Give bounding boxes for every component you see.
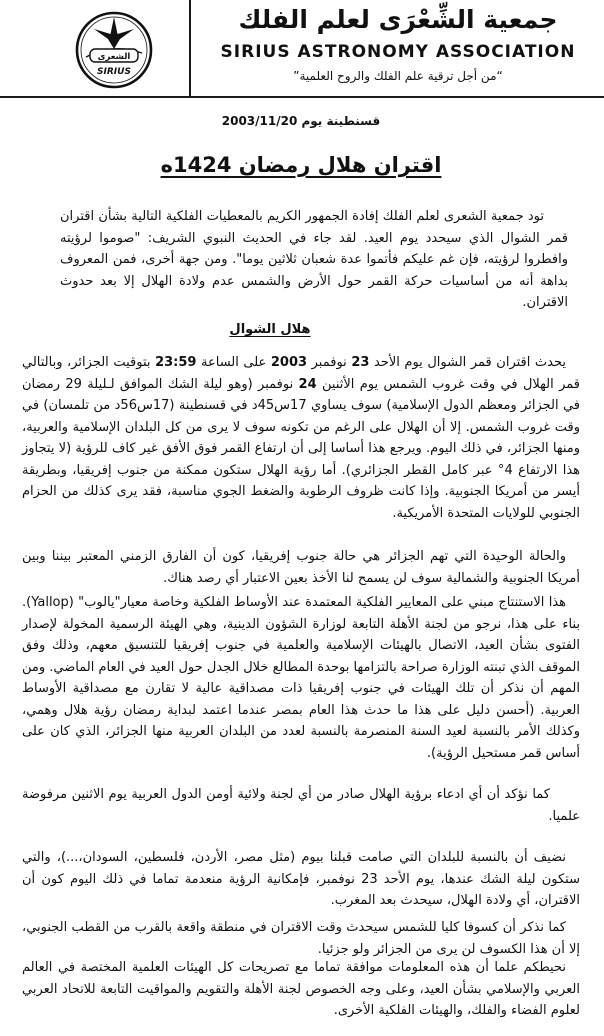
org-motto: “من أجل ترقية علم الفلك والروح العلمية” [293,69,503,83]
emphasized-value: 24 [298,376,317,392]
org-name-arabic: جمعية الشِّعْرَى لعلم الفلك [238,5,558,34]
body-paragraph: كما نؤكد أن أي ادعاء برؤية الهلال صادر من أي لجنة ولائية أومن الدول العربية يوم الاثنين مرفوضة علميا. [22,787,580,824]
letterhead [0,0,604,98]
document-title-text: اقتران هلال رمضان 1424ه [160,153,442,177]
text-run: يحدث اقتران قمر الشوال يوم الأحد [369,355,567,370]
text-run: نوفمبر (وهو ليلة الشك الموافق لـليلة 29 رمضان في الجزائر ومعظم الدول الإسلامية) سوف يساوي 17س45د في قسنطينة (17س56د من تلمسان) في وقت غروب الشمس. إلا أن الهلال على الرغم من تكونه سوف لا يرى من كل البلدان الإسلامية والعربية، ومنها الجزائر، في ذلك اليوم. ويرجع هذا أساسا إلى أن ارتفاع القمر فوق الأفق غير كاف للرؤية (لا يتجاوز هذا الارتفاع 4° عبر كامل القطر الجزائري). أما رؤية الهلال ستكون ممكنة من جنوب إفريقيا، وبطريقة أيسر من أمريكا الجنوبية. وإذا كانت ظروف الرطوبة والضغط الجوي مناسبة، فقد يرى كذلك من الحزام الجنوبي للولايات المتحدة الأمريكية. [22,376,581,521]
text-run: بتوقيت الجزائر، وبالتالي قمر الهلال في وقت غروب الشمس يوم الأثنين [22,355,580,392]
body-paragraph: نحيطكم علما أن هذه المعلومات موافقة تماما مع تصريحات كل الهيئات العلمية المختصة في العالم العربي والإسلامي بشأن العيد، وعلى وجه الخصوص لجنة الأهلة والتقويم والمواقيت التابعة للاتحاد العربي لعلوم الفضاء والفلك، والهيئات الفلكية الأخرى. [22,960,580,1018]
place-date: قسنطينة يوم 2003/11/20 [221,114,381,128]
emphasized-value: 23:59 [155,355,197,370]
logo-text-en: SIRIUS [97,67,131,77]
text-run: على الساعة [196,355,271,370]
emphasized-value: 2003 [270,355,308,370]
body-paragraph: والحالة الوحيدة التي تهم الجزائر هي حالة جنوب إفريقيا، كون أن الفارق الزمني المعتبر بيننا وبين أمريكا الجنوبية والشمالية سوف لن يسمح لنا الأخذ بعين الاعتبار أي رصد هناك. [22,549,580,586]
body-paragraph: هذا الاستنتاج مبني على المعايير الفلكية المعتمدة عند الأوساط الفلكية وخاصة معيار"يالوب" (Yallop). بناء على هذا، نرجو من لجنة الأهلة التابعة لوزارة الشؤون الدينية، وهي الهيئة الرسمية المخولة لإصدار الفتوى بشأن العيد، الاتصال بالهيئات الإسلامية والعلمية في جنوب إفريقيا للتنسيق معهم، وذلك وفق الموقف الذي تبنته الوزارة صراحة بالتزامها بوحدة المطالع خلال الجدل حول العيد في العام الماضي. ومن المهم أن نذكر أن تلك الهيئات في جنوب إفريقيا ذات مصداقية عالية لا تقارن مع مصداقية الأوساط العربية. (أحسن دليل على هذا ما حدث هذا العام بمصر عندما اعتمد لبداية رمضان رؤية هلال وهمي، وكذلك الأمر بالنسبة لعيد السنة المنصرمة بالنسبة لعدد من البلدان العربية منها الجزائر، الذي كان على أساس قمر مستحيل الرؤية). [22,595,580,761]
section-heading [22,320,518,340]
letterhead-titles [192,0,604,96]
intro-paragraph: تود جمعية الشعرى لعلم الفلك إفادة الجمهور الكريم بالمعطيات الفلكية التالية بشأن اقتران قمر الشوال الذي سيحدد يوم العيد. لقد جاء في الحديث النبوي الشريف: "صوموا لرؤيته وافطروا لرؤيته، فإن غم عليكم فأتموا عدة شعبان ثلاثين يوما". ومن جهة أخرى، فمن المعروف بداهة أنه من أساسيات حركة القمر حول الأرض والشمس عدم ولادة الهلال إلا بعد حدوث الاقتران. [60,209,568,310]
text-run: نوفمبر [307,355,352,370]
section-heading-text: هلال الشوال [229,322,311,337]
sirius-logo [74,10,154,90]
conjunction-paragraph [22,352,580,524]
org-name-english: SIRIUS ASTRONOMY ASSOCIATION [220,42,576,62]
logo-text-ar: الشعرى [97,52,131,62]
body-paragraph: كما نذكر أن كسوفا كليا للشمس سيحدث وقت الاقتران في منطقة واقعة بالقرب من القطب الجنوبي، إلا أن هذا الكسوف لن يرى من الجزائر ولو جزئيا. [22,920,580,957]
document-title [22,151,580,179]
logo-cell [0,0,191,96]
emphasized-value: 23 [351,355,370,370]
body-paragraph: نضيف أن بالنسبة للبلدان التي صامت قبلنا بيوم (مثل مصر، الأردن، فلسطين، السودان،...)، والتي ستكون ليلة الشك عندها، يوم الأحد 23 نوفمبر، فإمكانية الرؤية منعدمة تماما في ذلك اليوم كون أن الاقتران، أي ولادة الهلال، سيحدث بعد المغرب. [22,850,581,908]
